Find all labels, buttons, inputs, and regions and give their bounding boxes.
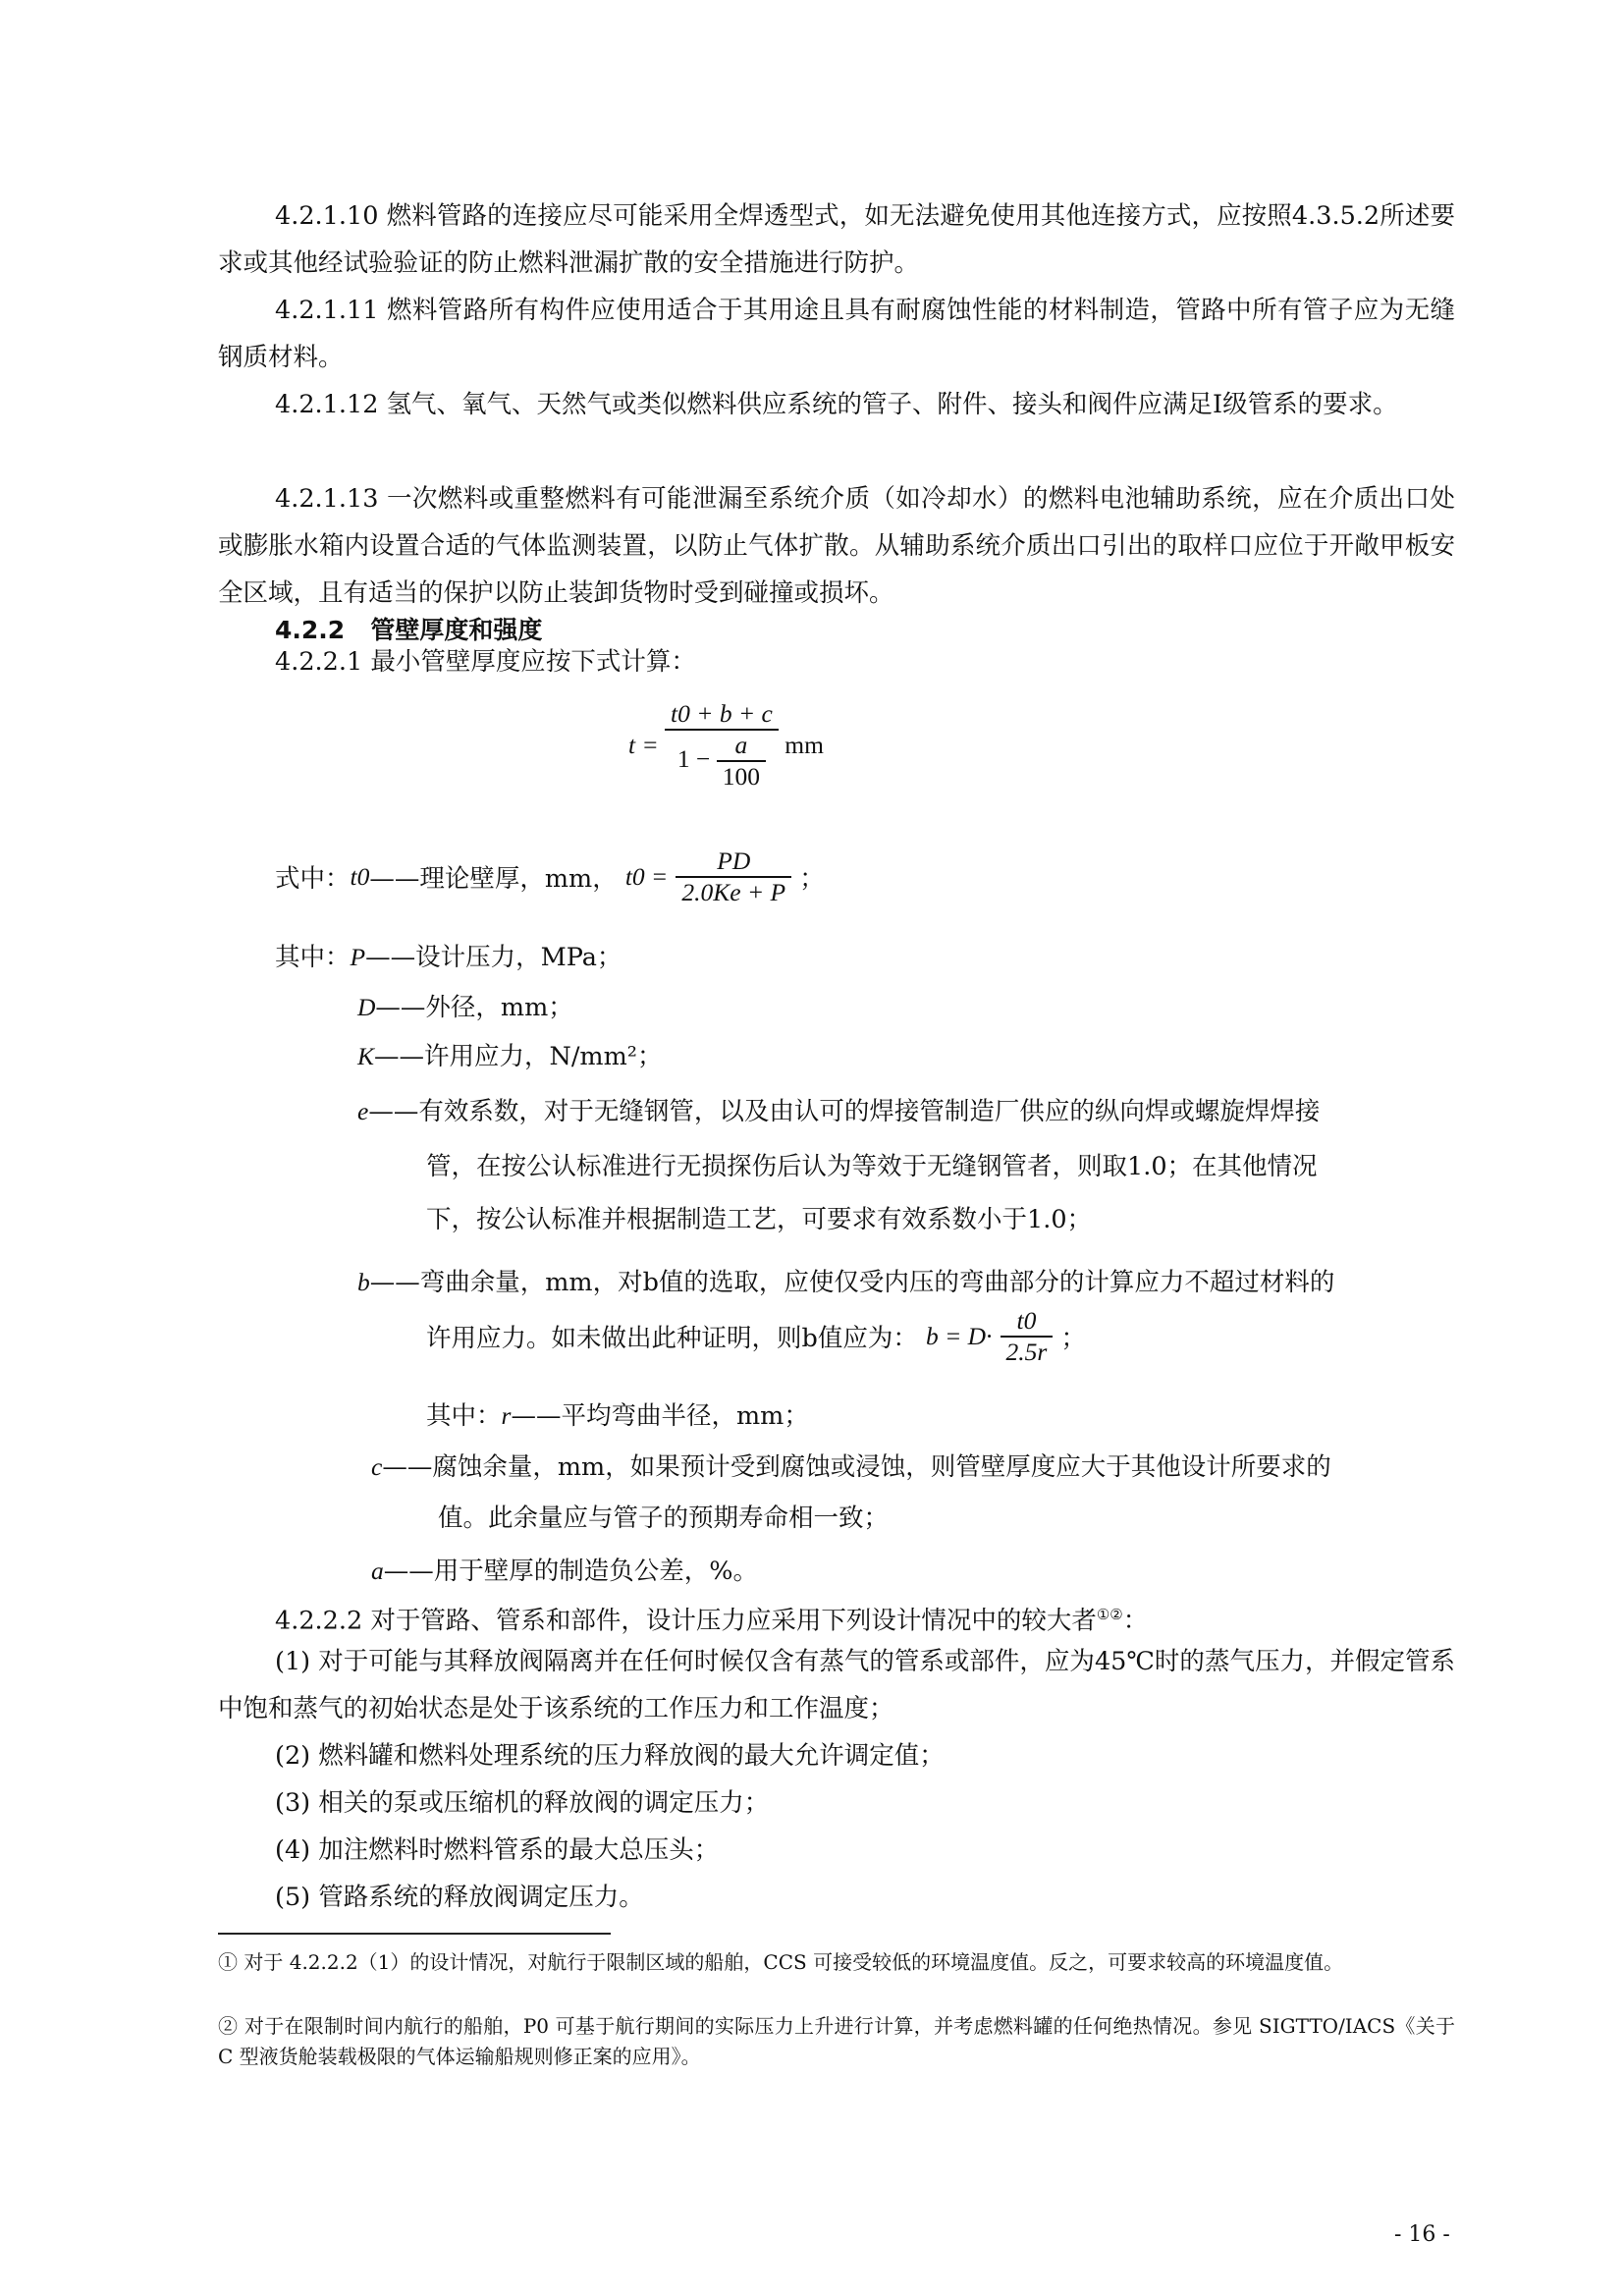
def-D: D——外径，mm；	[357, 993, 573, 1022]
def-c: c——腐蚀余量，mm，如果预计受到腐蚀或浸蚀，则管壁厚度应大于其他设计所要求的	[371, 1452, 1331, 1482]
clause-4-2-1-10: 4.2.1.10 燃料管路的连接应尽可能采用全焊透型式，如无法避免使用其他连接方式，应按照4.3.5.2所述要求或其他经试验验证的防止燃料泄漏扩散的安全措施进行防护。	[218, 201, 1455, 278]
footnote-1: ① 对于 4.2.2.2（1）的设计情况，对航行于限制区域的船舶，CCS 可接受较低的环境温度值。反之，可要求较高的环境温度值。	[218, 1950, 1344, 1974]
def-K: K——许用应力，N/mm²；	[357, 1042, 663, 1071]
formula-fraction	[665, 699, 779, 792]
clause-4-2-1-12: 4.2.1.12 氢气、氧气、天然气或类似燃料供应系统的管子、附件、接头和阀件应满足I级管系的要求。	[275, 390, 1398, 419]
formula-inner-fraction: $\frac{a}{100}$	[717, 731, 766, 792]
def-r: 其中：r——平均弯曲半径，mm；	[426, 1401, 809, 1431]
formula-denominator: 1 − $\frac{a}{100}$	[665, 729, 779, 792]
item-1: (1) 对于可能与其释放阀隔离并在任何时候仅含有蒸气的管系或部件，应为45℃时的蒸气压力，并假定管系中饱和蒸气的初始状态是处于该系统的工作压力和工作温度；	[218, 1647, 1455, 1723]
item-5: (5) 管路系统的释放阀调定压力。	[275, 1883, 644, 1912]
formula-numerator: t0 + b + c	[671, 699, 773, 728]
formula-unit: mm	[784, 731, 824, 759]
def-a: a——用于壁厚的制造负公差，%。	[371, 1557, 758, 1586]
clause-4-2-1-11: 4.2.1.11 燃料管路所有构件应使用适合于其用途且具有耐腐蚀性能的材料制造，管路中所有管子应为无缝钢质材料。	[218, 296, 1455, 372]
item-2: (2) 燃料罐和燃料处理系统的压力释放阀的最大允许调定值；	[275, 1741, 945, 1771]
def-b-line2: 许用应力。如未做出此种证明，则b值应为： b = D· $\frac{t0}{2.5r}$ ；	[426, 1306, 1086, 1366]
b-formula-fraction: $\frac{t0}{2.5r}$	[1001, 1306, 1054, 1367]
item-4: (4) 加注燃料时燃料管系的最大总压头；	[275, 1835, 720, 1865]
section-number: 4.2.2	[275, 616, 346, 644]
clause-4-2-2-1: 4.2.2.1 最小管壁厚度应按下式计算：	[275, 647, 696, 677]
page-number: - 16 -	[1394, 2222, 1450, 2247]
clause-4-2-1-13: 4.2.1.13 一次燃料或重整燃料有可能泄漏至系统介质（如冷却水）的燃料电池辅助系统，应在介质出口处或膨胀水箱内设置合适的气体监测装置，以防止气体扩散。从辅助系统介质出口引出的取样口应位于开敞甲板安全区域，且有适当的保护以防止装卸货物时受到碰撞或损坏。	[218, 484, 1455, 608]
formula-lhs: t =	[628, 731, 659, 759]
def-b: b——弯曲余量，mm，对b值的选取，应使仅受内压的弯曲部分的计算应力不超过材料的	[357, 1268, 1335, 1297]
t0-formula-fraction: $\frac{PD}{2.0Ke + P}$	[676, 847, 791, 907]
thickness-formula	[628, 699, 824, 792]
def-e-line2: 管，在按公认标准进行无损探伤后认为等效于无缝钢管者，则取1.0；在其他情况	[426, 1152, 1318, 1181]
footnote-2: ② 对于在限制时间内航行的船舶，P0 可基于航行期间的实际压力上升进行计算，并考虑燃料罐的任何绝热情况。参见 SIGTTO/IACS《关于 C 型液货舱装载极限的气体运输船规则修正案的应用》。	[218, 2014, 1455, 2068]
footnote-refs: ①②	[1096, 1606, 1123, 1623]
where-line: 式中：t0——理论壁厚，mm， t0 = $\frac{PD}{2.0Ke + P}$ ；	[275, 847, 825, 906]
section-title: 管壁厚度和强度	[370, 616, 543, 644]
def-e-line3: 下，按公认标准并根据制造工艺，可要求有效系数小于1.0；	[426, 1205, 1093, 1234]
footnote-rule	[218, 1933, 611, 1935]
clause-4-2-2-2: 4.2.2.2 对于管路、管系和部件，设计压力应采用下列设计情况中的较大者①②：	[275, 1606, 1149, 1636]
def-P: 其中：P——设计压力，MPa；	[275, 943, 622, 972]
def-e: e——有效系数，对于无缝钢管，以及由认可的焊接管制造厂供应的纵向焊或螺旋焊焊接	[357, 1097, 1321, 1126]
def-c-line2: 值。此余量应与管子的预期寿命相一致；	[438, 1503, 890, 1533]
item-3: (3) 相关的泵或压缩机的释放阀的调定压力；	[275, 1788, 770, 1818]
